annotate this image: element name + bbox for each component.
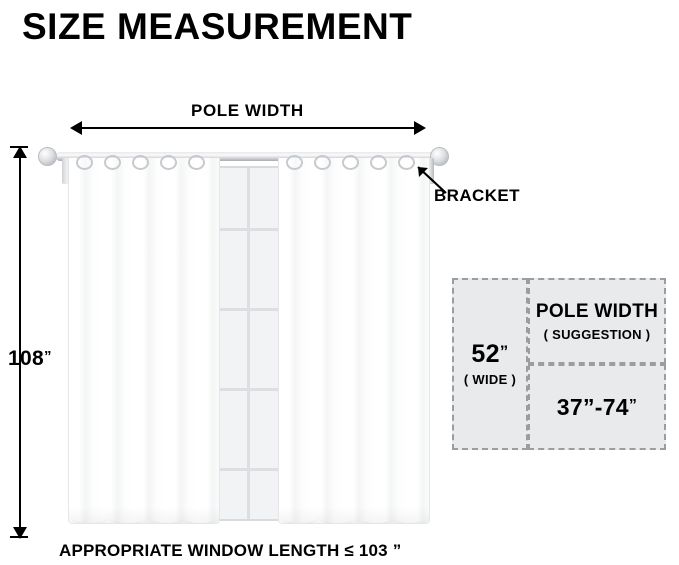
panel-scallop (147, 511, 185, 524)
spec-range-value (557, 394, 637, 421)
grommet-icon (160, 155, 177, 170)
spec-wide-caption: ( WIDE ) (463, 371, 517, 387)
grommet-icon (370, 155, 387, 170)
panel-scallop (181, 511, 219, 524)
panel-scallop (357, 511, 395, 524)
page-title: SIZE MEASUREMENT (22, 6, 413, 47)
spec-wide-number: 52 (471, 340, 500, 369)
grommet-icon (286, 155, 303, 170)
grommet-icon (132, 155, 149, 170)
measure-tick-bottom (10, 536, 28, 538)
bracket-label: BRACKET (434, 186, 520, 205)
curtain-panel-left (68, 158, 220, 524)
height-unit: ” (43, 348, 52, 365)
panel-scallop (391, 511, 429, 524)
pole-width-label: POLE WIDTH (191, 101, 304, 120)
window-mullion-horizontal (214, 388, 282, 391)
spec-cell-pole-range (528, 364, 666, 450)
panel-scallop (109, 511, 147, 524)
window-mullion-horizontal (214, 228, 282, 231)
measure-tick-top (10, 146, 28, 148)
grommet-icon (398, 155, 415, 170)
arrow-head-left-icon (70, 121, 82, 135)
window-illustration (212, 166, 284, 521)
pole-width-measure-line (80, 127, 416, 129)
spec-wide-unit: ” (499, 342, 509, 362)
height-value: 108 (8, 347, 44, 370)
spec-pole-heading: POLE WIDTH (535, 300, 659, 322)
curtain-panel-right (278, 158, 430, 524)
window-mullion-vertical (247, 168, 250, 519)
panel-scallop (71, 511, 109, 524)
window-mullion-horizontal (214, 308, 282, 311)
spec-pole-caption: ( SUGGESTION ) (543, 326, 651, 342)
arrow-head-right-icon (414, 121, 426, 135)
grommet-icon (188, 155, 205, 170)
spec-range-unit: ” (628, 396, 638, 414)
grommet-icon (76, 155, 93, 170)
window-length-note: APPROPRIATE WINDOW LENGTH ≤ 103 ” (59, 541, 402, 560)
panel-scallop (281, 511, 319, 524)
height-measure-line (19, 157, 21, 529)
spec-range-number: 37”-74 (556, 393, 629, 420)
grommet-icon (314, 155, 331, 170)
grommet-icon (342, 155, 359, 170)
grommet-icon (104, 155, 121, 170)
panel-scallop (319, 511, 357, 524)
window-mullion-horizontal (214, 468, 282, 471)
size-spec-table (452, 278, 666, 450)
spec-cell-wide (452, 278, 528, 450)
spec-wide-value (471, 341, 508, 367)
curtain-height-label (8, 347, 52, 371)
rod-finial-icon (38, 147, 57, 166)
spec-cell-pole-width (528, 278, 666, 364)
